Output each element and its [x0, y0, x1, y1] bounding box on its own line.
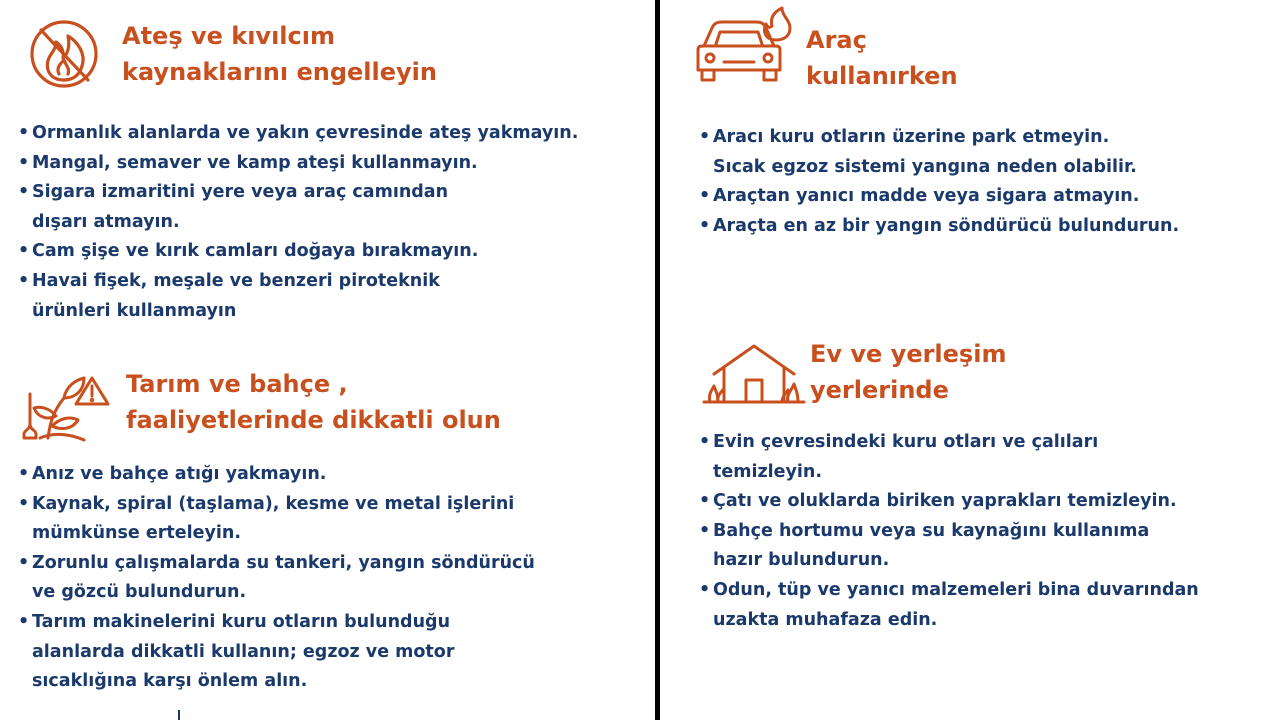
list-item: • Odun, tüp ve yanıcı malzemeleri bina duvarından uzakta muhafaza edin. [699, 576, 1199, 635]
list-item: • Ormanlık alanlarda ve yakın çevresinde ateş yakmayın. [18, 119, 578, 149]
column-divider [655, 0, 660, 720]
section-title: Ev ve yerleşim yerlerinde [810, 340, 1007, 404]
list-item: • Sigara izmaritini yere veya araç camından dışarı atmayın. [18, 178, 578, 237]
section-title: Ateş ve kıvılcım kaynaklarını engelleyin [122, 22, 437, 86]
plant-warning-icon [20, 372, 112, 444]
list-item: • Anız ve bahçe atığı yakmayın. [18, 460, 535, 490]
list-item: • Araçtan yanıcı madde veya sigara atmayın. [699, 182, 1179, 212]
list-item: • Evin çevresindeki kuru otları ve çalıları temizleyin. [699, 428, 1199, 487]
bullet-list [699, 428, 1199, 635]
list-item: • Araçta en az bir yangın söndürücü bulundurun. [699, 212, 1179, 242]
bullet-list [18, 119, 578, 326]
list-item: • Mangal, semaver ve kamp ateşi kullanmayın. [18, 149, 578, 179]
section-title: Araç kullanırken [806, 26, 958, 90]
list-item: • Aracı kuru otların üzerine park etmeyin. Sıcak egzoz sistemi yangına neden olabilir. [699, 123, 1179, 182]
list-item: • Çatı ve oluklarda biriken yaprakları temizleyin. [699, 487, 1199, 517]
car-fire-icon [690, 4, 800, 88]
list-item: • Cam şişe ve kırık camları doğaya bırakmayın. [18, 237, 578, 267]
house-fire-icon [702, 340, 806, 410]
bullet-list [699, 123, 1179, 241]
list-item: • Kaynak, spiral (taşlama), kesme ve metal işlerini mümkünse erteleyin. [18, 490, 535, 549]
list-item: • Havai fişek, meşale ve benzeri piroteknik ürünleri kullanmayın [18, 267, 578, 326]
list-item: • Tarım makinelerini kuru otların bulunduğu alanlarda dikkatli kullanın; egzoz ve motor sıcaklığına karşı önlem alın. [18, 608, 535, 697]
no-fire-icon [26, 8, 106, 92]
bottom-tick-mark [178, 710, 180, 720]
section-title: Tarım ve bahçe , faaliyetlerinde dikkatli olun [126, 370, 501, 434]
list-item: • Zorunlu çalışmalarda su tankeri, yangın söndürücü ve gözcü bulundurun. [18, 549, 535, 608]
bullet-list [18, 460, 535, 697]
list-item: • Bahçe hortumu veya su kaynağını kullanıma hazır bulundurun. [699, 517, 1199, 576]
